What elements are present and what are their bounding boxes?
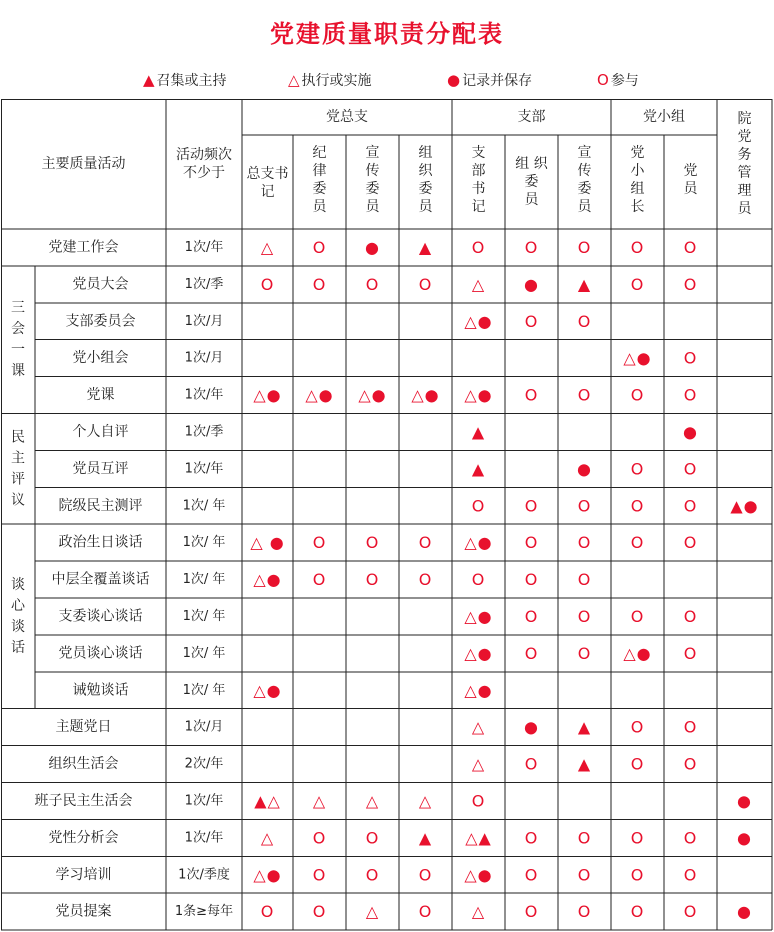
responsibility-mark: △ bbox=[365, 791, 380, 811]
responsibility-mark: O bbox=[365, 274, 380, 294]
header-role: 院党务管理员 bbox=[737, 111, 752, 217]
row-activity-4: 党小组会 bbox=[72, 350, 129, 367]
responsibility-mark: O bbox=[683, 828, 698, 848]
responsibility-mark: ● bbox=[577, 459, 592, 479]
row-activity-1: 党建工作会 bbox=[48, 239, 119, 256]
legend-item-convene bbox=[143, 70, 227, 90]
responsibility-mark: △ bbox=[365, 902, 380, 922]
responsibility-mark: O bbox=[683, 643, 698, 663]
row-frequency-17: 1次/年 bbox=[184, 830, 224, 846]
responsibility-mark: O bbox=[630, 459, 645, 479]
responsibility-mark: ● bbox=[737, 828, 752, 848]
page-title: 党建质量职责分配表 bbox=[270, 20, 504, 48]
responsibility-mark: O bbox=[630, 606, 645, 626]
header-role: 党员 bbox=[683, 163, 698, 197]
responsibility-mark: O bbox=[418, 533, 433, 553]
row-activity-10: 中层全覆盖谈话 bbox=[51, 571, 150, 588]
responsibility-mark: O bbox=[683, 533, 698, 553]
responsibility-mark: ▲ bbox=[577, 717, 592, 737]
responsibility-mark: O bbox=[260, 902, 275, 922]
responsibility-mark: ● bbox=[683, 422, 698, 442]
row-activity-14: 主题党日 bbox=[55, 719, 112, 736]
row-frequency-8: 1次/ 年 bbox=[182, 498, 226, 514]
row-frequency-6: 1次/季 bbox=[184, 424, 224, 440]
responsibility-mark: O bbox=[524, 533, 539, 553]
responsibility-mark: △ bbox=[312, 791, 327, 811]
responsibility-mark: O bbox=[418, 274, 433, 294]
responsibility-mark: O bbox=[524, 311, 539, 331]
row-activity-19: 党员提案 bbox=[55, 903, 112, 920]
responsibility-mark: △● bbox=[464, 533, 493, 553]
legend-item-execute bbox=[288, 70, 372, 90]
header-role: 支部书记 bbox=[471, 145, 486, 215]
legend-label: 执行或实施 bbox=[301, 73, 372, 89]
responsibility-mark: O bbox=[630, 237, 645, 257]
row-activity-18: 学习培训 bbox=[55, 866, 112, 883]
responsibility-mark: O bbox=[630, 496, 645, 516]
responsibility-mark: O bbox=[683, 496, 698, 516]
responsibility-mark: O bbox=[630, 828, 645, 848]
responsibility-mark: △ bbox=[471, 274, 486, 294]
responsibility-mark: O bbox=[630, 865, 645, 885]
responsibility-mark: △● bbox=[253, 385, 282, 405]
responsibility-mark: ▲ bbox=[471, 422, 486, 442]
responsibility-mark: △● bbox=[623, 643, 652, 663]
row-frequency-19: 1条≥每年 bbox=[174, 904, 234, 920]
responsibility-mark: △ bbox=[260, 828, 275, 848]
responsibility-mark: △● bbox=[623, 348, 652, 368]
responsibility-mark: O bbox=[683, 459, 698, 479]
row-activity-6: 个人自评 bbox=[72, 423, 129, 440]
responsibility-mark: △ bbox=[471, 717, 486, 737]
header-role: 记 bbox=[260, 184, 275, 200]
responsibility-mark: O bbox=[524, 828, 539, 848]
responsibility-mark: O bbox=[683, 606, 698, 626]
responsibility-mark: △ bbox=[260, 237, 275, 257]
row-frequency-16: 1次/年 bbox=[184, 793, 224, 809]
responsibility-mark: △ ● bbox=[250, 533, 285, 553]
responsibility-mark: O bbox=[312, 237, 327, 257]
responsibility-mark: △● bbox=[253, 570, 282, 590]
responsibility-mark: O bbox=[630, 385, 645, 405]
responsibility-mark: ▲ bbox=[418, 237, 433, 257]
responsibility-mark: O bbox=[683, 865, 698, 885]
responsibility-mark: O bbox=[524, 570, 539, 590]
responsibility-mark: △● bbox=[464, 680, 493, 700]
responsibility-mark: △ bbox=[418, 791, 433, 811]
header-activity: 主要质量活动 bbox=[41, 156, 126, 172]
responsibility-mark: △ bbox=[471, 754, 486, 774]
responsibility-mark: △● bbox=[253, 865, 282, 885]
filled-triangle-icon: ▲ bbox=[143, 71, 155, 89]
header-group-1: 支部 bbox=[517, 109, 546, 125]
responsibility-mark: ▲ bbox=[471, 459, 486, 479]
row-frequency-1: 1次/年 bbox=[184, 239, 224, 255]
responsibility-mark: O bbox=[312, 828, 327, 848]
header-group-2: 党小组 bbox=[643, 109, 685, 125]
header-role: 宣传委员 bbox=[365, 145, 380, 215]
responsibility-mark: △● bbox=[305, 385, 334, 405]
responsibility-mark: O bbox=[524, 385, 539, 405]
header-frequency: 活动频次 bbox=[176, 147, 232, 163]
filled-circle-icon: ● bbox=[447, 71, 461, 89]
responsibility-mark: O bbox=[418, 865, 433, 885]
header-role: 宣传委员 bbox=[577, 145, 592, 215]
row-activity-9: 政治生日谈话 bbox=[58, 534, 143, 551]
outline-triangle-icon: △ bbox=[288, 71, 300, 89]
row-activity-8: 院级民主测评 bbox=[58, 497, 143, 514]
responsibility-mark: O bbox=[683, 902, 698, 922]
header-role: 委员 bbox=[524, 174, 539, 208]
responsibility-mark: O bbox=[471, 496, 486, 516]
header-role: 组织委员 bbox=[418, 145, 433, 215]
responsibility-mark: O bbox=[471, 791, 486, 811]
responsibility-mark: O bbox=[577, 311, 592, 331]
responsibility-mark: O bbox=[577, 643, 592, 663]
responsibility-mark: △● bbox=[253, 680, 282, 700]
responsibility-mark: O bbox=[577, 496, 592, 516]
legend bbox=[0, 70, 774, 94]
responsibility-mark: △ bbox=[471, 902, 486, 922]
responsibility-mark: O bbox=[683, 274, 698, 294]
row-frequency-2: 1次/季 bbox=[184, 276, 224, 292]
row-frequency-13: 1次/ 年 bbox=[182, 682, 226, 698]
responsibility-mark: O bbox=[471, 570, 486, 590]
row-frequency-12: 1次/ 年 bbox=[182, 645, 226, 661]
row-activity-15: 组织生活会 bbox=[48, 756, 119, 773]
responsibility-mark: O bbox=[524, 865, 539, 885]
responsibility-mark: O bbox=[418, 902, 433, 922]
responsibility-mark: ▲ bbox=[577, 274, 592, 294]
responsibility-mark: O bbox=[365, 865, 380, 885]
responsibility-mark: O bbox=[418, 570, 433, 590]
responsibility-mark: O bbox=[524, 606, 539, 626]
outline-circle-icon: O bbox=[597, 71, 609, 89]
header-role: 组 织 bbox=[515, 156, 548, 172]
header-role: 党小组长 bbox=[630, 145, 645, 215]
category-label: 三会一课 bbox=[11, 300, 25, 380]
row-activity-13: 诫勉谈话 bbox=[72, 682, 129, 699]
row-activity-7: 党员互评 bbox=[72, 460, 129, 477]
responsibility-mark: O bbox=[577, 237, 592, 257]
row-frequency-3: 1次/月 bbox=[184, 313, 224, 329]
responsibility-mark: ● bbox=[737, 902, 752, 922]
responsibility-mark: ▲△ bbox=[254, 791, 281, 811]
responsibility-mark: O bbox=[312, 570, 327, 590]
responsibility-mark: O bbox=[683, 385, 698, 405]
responsibility-mark: O bbox=[365, 570, 380, 590]
responsibility-matrix-table bbox=[1, 99, 773, 931]
responsibility-mark: O bbox=[630, 717, 645, 737]
legend-label: 召集或主持 bbox=[156, 73, 227, 89]
responsibility-mark: △● bbox=[464, 865, 493, 885]
responsibility-mark: O bbox=[365, 533, 380, 553]
responsibility-mark: O bbox=[577, 533, 592, 553]
row-frequency-15: 2次/年 bbox=[184, 756, 224, 772]
responsibility-mark: O bbox=[577, 606, 592, 626]
header-frequency: 不少于 bbox=[183, 165, 225, 181]
responsibility-mark: O bbox=[577, 828, 592, 848]
responsibility-mark: △● bbox=[464, 606, 493, 626]
responsibility-mark: O bbox=[683, 348, 698, 368]
header-role: 纪律委员 bbox=[312, 145, 327, 215]
responsibility-mark: O bbox=[312, 902, 327, 922]
responsibility-mark: O bbox=[312, 865, 327, 885]
responsibility-mark: O bbox=[683, 754, 698, 774]
row-frequency-11: 1次/ 年 bbox=[182, 608, 226, 624]
row-frequency-18: 1次/季度 bbox=[178, 867, 230, 883]
responsibility-mark: O bbox=[260, 274, 275, 294]
header-role: 总支书 bbox=[246, 166, 289, 182]
legend-item-participate bbox=[597, 70, 639, 90]
responsibility-mark: △● bbox=[411, 385, 440, 405]
row-activity-2: 党员大会 bbox=[72, 276, 129, 293]
row-activity-11: 支委谈心谈话 bbox=[58, 608, 143, 625]
row-frequency-5: 1次/年 bbox=[184, 387, 224, 403]
header-group-0: 党总支 bbox=[326, 109, 368, 125]
row-activity-16: 班子民主生活会 bbox=[34, 792, 133, 809]
responsibility-mark: O bbox=[683, 717, 698, 737]
responsibility-mark: O bbox=[524, 237, 539, 257]
responsibility-mark: △● bbox=[464, 385, 493, 405]
row-frequency-4: 1次/月 bbox=[184, 350, 224, 366]
responsibility-mark: △● bbox=[358, 385, 387, 405]
row-activity-3: 支部委员会 bbox=[65, 313, 136, 330]
row-frequency-10: 1次/ 年 bbox=[182, 572, 226, 588]
responsibility-mark: O bbox=[524, 902, 539, 922]
row-activity-5: 党课 bbox=[86, 387, 115, 404]
responsibility-mark: O bbox=[683, 237, 698, 257]
responsibility-mark: ● bbox=[524, 717, 539, 737]
responsibility-mark: O bbox=[577, 570, 592, 590]
responsibility-mark: O bbox=[577, 865, 592, 885]
responsibility-mark: O bbox=[312, 274, 327, 294]
responsibility-mark: △● bbox=[464, 643, 493, 663]
category-label: 谈心谈话 bbox=[11, 576, 25, 656]
responsibility-mark: O bbox=[312, 533, 327, 553]
legend-item-record bbox=[447, 70, 532, 90]
legend-label: 记录并保存 bbox=[462, 73, 533, 89]
category-label: 民主评议 bbox=[11, 429, 25, 509]
responsibility-mark: ▲ bbox=[577, 754, 592, 774]
responsibility-mark: △▲ bbox=[465, 828, 492, 848]
responsibility-mark: O bbox=[630, 902, 645, 922]
legend-label: 参与 bbox=[610, 73, 639, 89]
responsibility-mark: △● bbox=[464, 311, 493, 331]
responsibility-mark: ● bbox=[365, 237, 380, 257]
responsibility-mark: O bbox=[524, 496, 539, 516]
responsibility-mark: ▲ bbox=[418, 828, 433, 848]
row-frequency-9: 1次/ 年 bbox=[182, 535, 226, 551]
responsibility-mark: O bbox=[630, 533, 645, 553]
row-frequency-7: 1次/年 bbox=[184, 461, 224, 477]
responsibility-mark: O bbox=[524, 643, 539, 663]
responsibility-mark: ● bbox=[737, 791, 752, 811]
responsibility-mark: O bbox=[630, 754, 645, 774]
responsibility-mark: O bbox=[630, 274, 645, 294]
responsibility-mark: O bbox=[524, 754, 539, 774]
responsibility-mark: O bbox=[577, 902, 592, 922]
row-frequency-14: 1次/月 bbox=[184, 719, 224, 735]
responsibility-mark: O bbox=[471, 237, 486, 257]
responsibility-mark: O bbox=[365, 828, 380, 848]
responsibility-mark: ▲● bbox=[730, 496, 759, 516]
responsibility-mark: ● bbox=[524, 274, 539, 294]
row-activity-12: 党员谈心谈话 bbox=[58, 645, 143, 662]
row-activity-17: 党性分析会 bbox=[48, 829, 119, 846]
responsibility-mark: O bbox=[577, 385, 592, 405]
